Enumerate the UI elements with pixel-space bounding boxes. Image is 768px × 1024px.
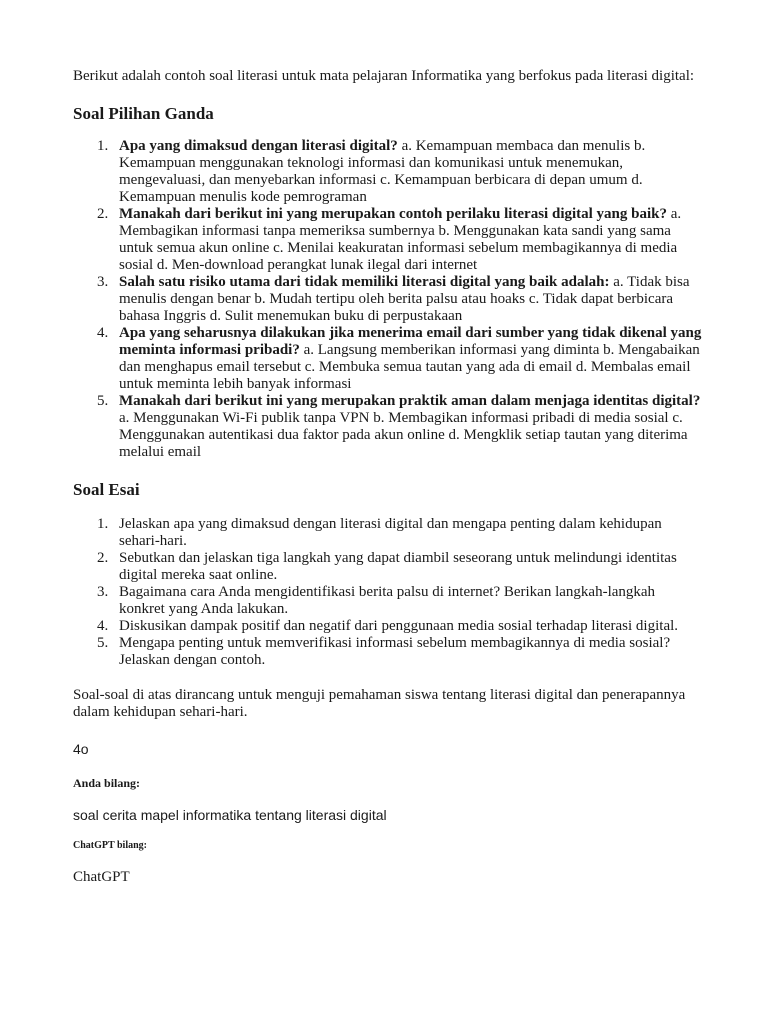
question-text: Manakah dari berikut ini yang merupakan contoh perilaku literasi digital yang baik? xyxy=(119,206,668,222)
essay-text: Jelaskan apa yang dimaksud dengan literasi digital dan mengapa penting dalam kehidupan sehari-hari. xyxy=(119,516,662,549)
closing-paragraph: Soal-soal di atas dirancang untuk menguji pemahaman siswa tentang literasi digital dan penerapannya dalam kehidupan sehari-hari. xyxy=(73,687,686,720)
question-text: Salah satu risiko utama dari tidak memiliki literasi digital yang baik adalah: xyxy=(119,274,610,290)
essay-text: Sebutkan dan jelaskan tiga langkah yang dapat diambil seseorang untuk melindungi identitas digital mereka saat online. xyxy=(119,550,677,583)
essay-text: Bagaimana cara Anda mengidentifikasi berita palsu di internet? Berikan langkah-langkah konkret yang Anda lakukan. xyxy=(119,584,656,617)
item-number: 2. xyxy=(97,206,109,222)
question-text: Manakah dari berikut ini yang merupakan praktik aman dalam menjaga identitas digital? xyxy=(119,393,701,409)
options-text: a. Menggunakan Wi-Fi publik tanpa VPN b. Membagikan informasi pribadi di media sosial c. Menggunakan autentikasi dua faktor pada akun online d. Mengklik setiap tautan yang diterima melalui email xyxy=(119,410,688,460)
essay-heading: Soal Esai xyxy=(73,480,140,499)
multiple-choice-item xyxy=(73,274,703,325)
assistant-speaker-label: ChatGPT bilang: xyxy=(73,840,147,851)
options-text: a. Langsung memberikan informasi yang diminta b. Mengabaikan dan menghapus email tersebut c. Membuka semua tautan yang ada di email d. Membalas email untuk meminta lebih banyak informasi xyxy=(119,342,700,392)
essay-item xyxy=(73,550,703,584)
multiple-choice-item xyxy=(73,325,703,393)
essay-list xyxy=(73,516,703,669)
essay-text: Mengapa penting untuk memverifikasi informasi sebelum membagikannya di media sosial? Jelaskan dengan contoh. xyxy=(119,635,671,668)
multiple-choice-heading: Soal Pilihan Ganda xyxy=(73,104,214,123)
multiple-choice-list xyxy=(73,138,703,461)
item-number: 5. xyxy=(97,393,109,409)
user-speaker-label: Anda bilang: xyxy=(73,776,141,790)
multiple-choice-item xyxy=(73,206,703,274)
intro-paragraph: Berikut adalah contoh soal literasi untuk mata pelajaran Informatika yang berfokus pada literasi digital: xyxy=(73,68,695,84)
multiple-choice-item xyxy=(73,138,703,206)
assistant-name: ChatGPT xyxy=(73,869,130,885)
item-number: 4. xyxy=(97,618,109,634)
item-number: 3. xyxy=(97,584,109,600)
item-number: 1. xyxy=(97,138,109,154)
options-text: a. Membagikan informasi tanpa memeriksa sumbernya b. Menggunakan kata sandi yang sama untuk semua akun online c. Menilai keakuratan informasi sebelum membagikannya di media sosial d. Men-download perangkat lunak ilegal dari internet xyxy=(119,206,682,273)
multiple-choice-item xyxy=(73,393,703,461)
options-text: a. Kemampuan membaca dan menulis b. Kemampuan menggunakan teknologi informasi dan komunikasi untuk menemukan, mengevaluasi, dan menyebarkan informasi c. Kemampuan berbicara di depan umum d. Kemampuan menulis kode pemrograman xyxy=(119,138,646,205)
essay-item xyxy=(73,618,703,635)
document-page xyxy=(73,68,703,886)
question-text: Apa yang dimaksud dengan literasi digital? xyxy=(119,138,398,154)
item-number: 5. xyxy=(97,635,109,651)
essay-item xyxy=(73,635,703,669)
options-text: a. Tidak bisa menulis dengan benar b. Mudah tertipu oleh berita palsu atau hoaks c. Tidak dapat berbicara bahasa Inggris d. Sulit menemukan buku di perpustakaan xyxy=(119,274,690,324)
item-number: 2. xyxy=(97,550,109,566)
item-number: 1. xyxy=(97,516,109,532)
essay-item xyxy=(73,584,703,618)
item-number: 4. xyxy=(97,325,109,341)
essay-item xyxy=(73,516,703,550)
essay-text: Diskusikan dampak positif dan negatif dari penggunaan media sosial terhadap literasi digital. xyxy=(119,618,679,634)
item-number: 3. xyxy=(97,274,109,290)
user-message: soal cerita mapel informatika tentang literasi digital xyxy=(73,807,387,823)
question-text: Apa yang seharusnya dilakukan jika menerima email dari sumber yang tidak dikenal yang meminta informasi pribadi? xyxy=(119,325,702,358)
model-label: 4o xyxy=(73,741,89,757)
